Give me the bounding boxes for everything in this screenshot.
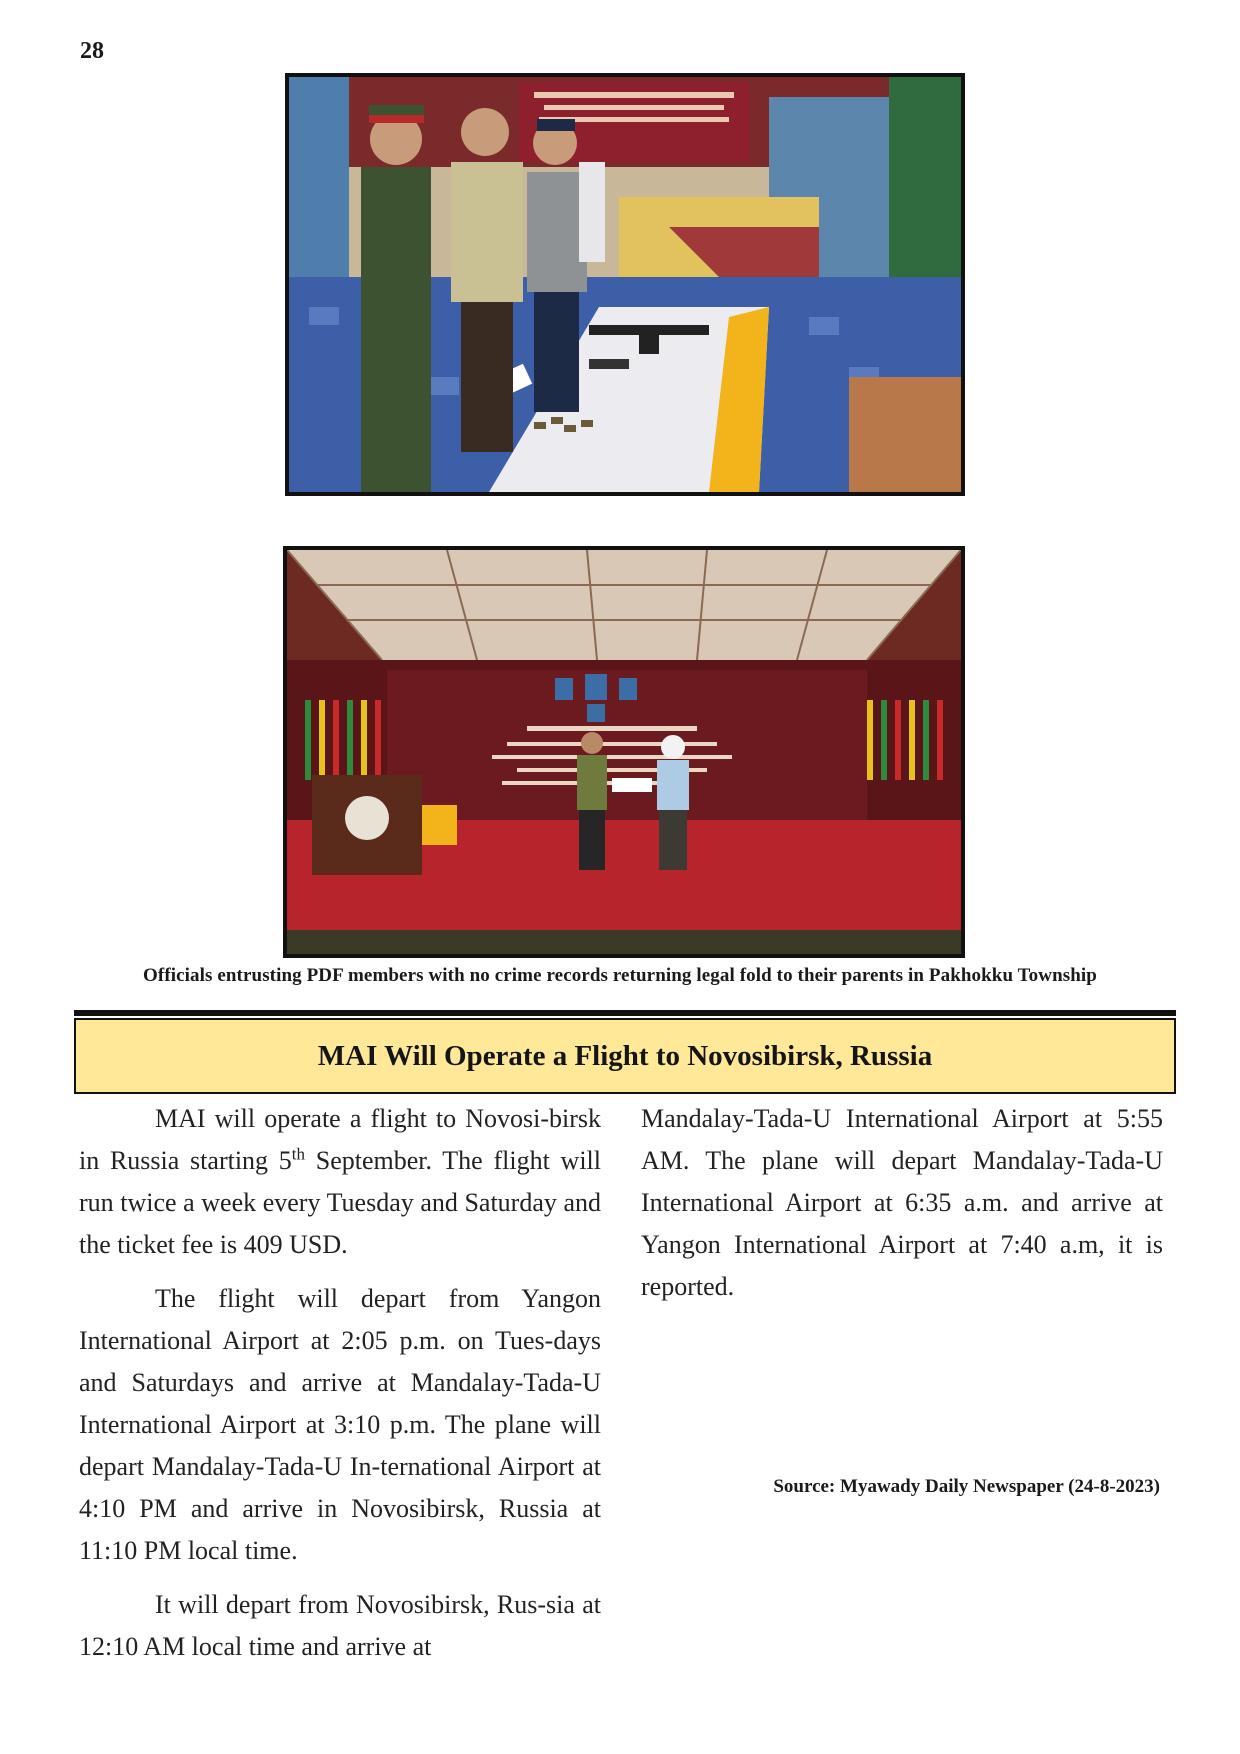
- p1-text-b: September. The flight will run twice a week every Tuesday and Saturday and the ticket fee is 409 USD.: [79, 1146, 601, 1259]
- article-column-left: [79, 1098, 601, 1680]
- article-title-box: [74, 1018, 1176, 1094]
- article-title: MAI Will Operate a Flight to Novosibirsk, Russia: [317, 1039, 933, 1072]
- photo-hall-handover-image: [287, 550, 961, 954]
- p1-superscript: th: [291, 1144, 306, 1164]
- article-column-right: [641, 1098, 1163, 1320]
- photo-caption: Officials entrusting PDF members with no crime records returning legal fold to their parents in Pakhokku Township: [143, 965, 1097, 986]
- article-paragraph-2: The flight will depart from Yangon International Airport at 2:05 p.m. on Tues-days and Saturdays and arrive at Mandalay-Tada-U International Airport at 3:10 p.m. The plane will depart Mandalay-Tada-U In-ternational Airport at 4:10 PM and arrive in Novosibirsk, Russia at 11:10 PM local time.: [79, 1284, 601, 1565]
- article-source: Source: Myawady Daily Newspaper (24-8-2023): [773, 1476, 1160, 1497]
- p1-text-a: MAI will operate a flight to Novosi-birsk in Russia starting 5: [79, 1104, 601, 1175]
- photo-weapons-display-image: [289, 77, 961, 492]
- photo-weapons-display: [285, 73, 965, 496]
- section-divider: [74, 1010, 1176, 1016]
- article-paragraph-1: [79, 1098, 601, 1266]
- article-paragraph-3: It will depart from Novosibirsk, Rus-sia at 12:10 AM local time and arrive at: [79, 1590, 601, 1661]
- article-paragraph-4: Mandalay-Tada-U International Airport at 5:55 AM. The plane will depart Mandalay-Tada-U International Airport at 6:35 a.m. and arrive at Yangon International Airport at 7:40 a.m, it is reported.: [641, 1104, 1163, 1301]
- page-number: 28: [80, 38, 104, 64]
- photo-hall-handover: [283, 546, 965, 958]
